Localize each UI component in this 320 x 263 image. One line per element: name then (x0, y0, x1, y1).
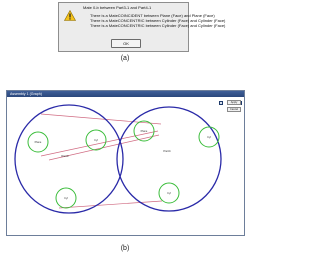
part-label: Part3 (61, 154, 69, 158)
assembly-graph-canvas (7, 97, 244, 235)
face-node-label: Cyl (207, 136, 211, 139)
part-label: Part4 (163, 149, 171, 153)
cancel-button[interactable]: Cancel (227, 107, 241, 112)
part-node-left[interactable] (15, 105, 123, 213)
mate-line (59, 201, 162, 208)
graph-window (6, 90, 245, 236)
dialog-title: Mate 0-b between Part3-1 and Part4-1 (83, 5, 152, 10)
mate-message-dialog (58, 2, 226, 52)
dialog-message-line: There is a MateCONCENTRIC between Cylinder (Face) and Cylinder (Face) (90, 23, 226, 29)
window-title: Assembly 1 (Graph) (10, 92, 42, 96)
dialog-message (90, 13, 225, 29)
ok-button[interactable]: OK (111, 39, 141, 48)
face-node-label: Cyl (94, 139, 98, 142)
caption-a: (a) (120, 55, 130, 62)
face-node-label: Cyl (167, 192, 171, 195)
apply-button[interactable]: Apply (227, 100, 241, 105)
dialog-message-line: There is a MateCONCENTRIC between Cylinder (Face) and Cylinder (Face) (90, 18, 226, 24)
dialog-message-line: There is a MateCOINCIDENT between Plane (Face) and Plane (Face) (90, 13, 215, 18)
mate-line (41, 131, 158, 156)
face-node-label: Plane (34, 141, 42, 144)
face-node-label: Cyl (64, 197, 68, 200)
window-controls (218, 92, 242, 96)
caption-b: (b) (120, 245, 130, 252)
part-node-right[interactable] (117, 107, 221, 211)
face-node-label: Plane (140, 130, 148, 133)
warning-icon (64, 10, 76, 21)
